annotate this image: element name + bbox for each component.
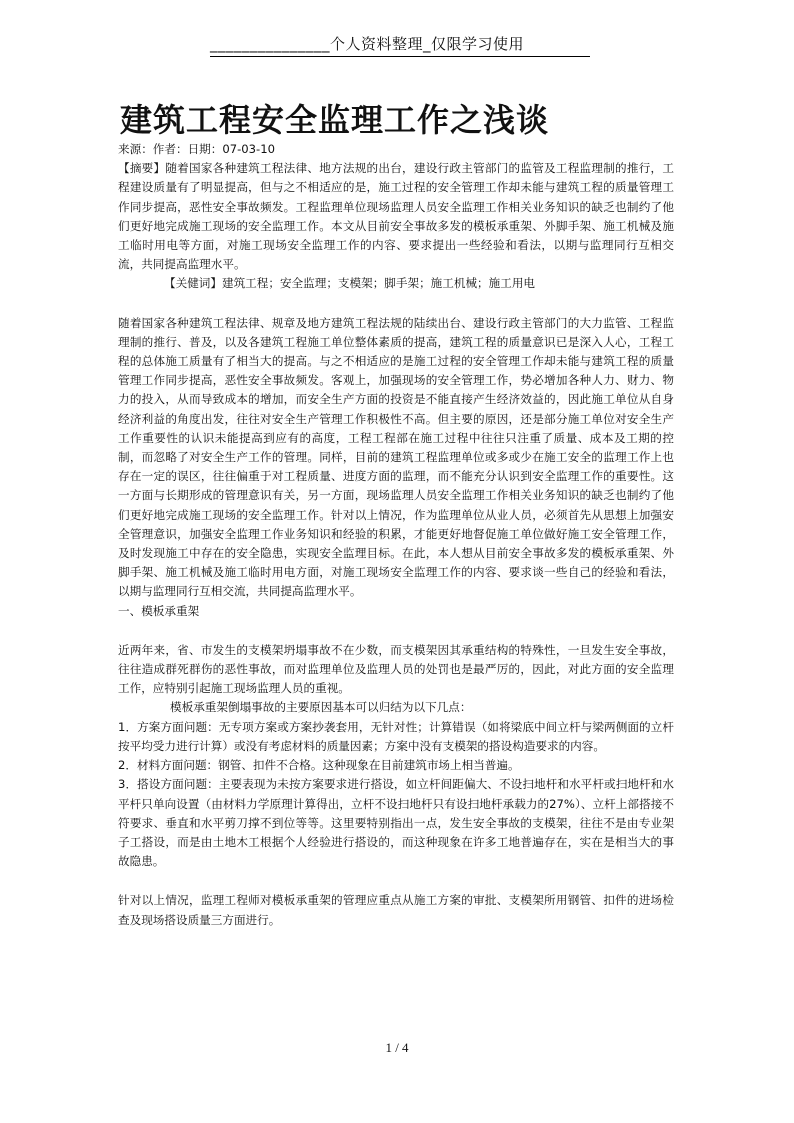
keywords-line: 【关健词】建筑工程；安全监理；支模架；脚手架；施工机械；施工用电	[164, 276, 536, 291]
section-heading: 一、模板承重架	[118, 603, 200, 618]
body-paragraph: 近两年来，省、市发生的支模架坍塌事故不在少数，而支模架因其承重结构的特殊性，一旦发生安全事故，往往造成群死群伤的恶性事故，而对监理单位及监理人员的处罚也是最严厉的，因此，对此方面的安全监理工作，应特别引起施工现场监理人员的重视。	[118, 642, 674, 696]
document-title: 建筑工程安全监理工作之浅谈	[120, 101, 550, 139]
page-header: _______________个人资料整理_仅限学习使用	[210, 34, 590, 57]
list-item: 1．方案方面问题：无专项方案或方案抄袭套用，无针对性；计算错误（如将梁底中间立杆与梁两侧面的立杆按平均受力进行计算）或没有考虑材料的质量因素；方案中没有支模架的搭设构造要求的内容。	[118, 719, 674, 753]
spacer	[118, 621, 674, 641]
abstract-paragraph: 【摘要】随着国家各种建筑工程法律、地方法规的出台，建设行政主管部门的监管及工程监理制的推行，工程建设质量有了明显提高，但与之不相适应的是，施工过程的安全管理工作却未能与建筑工程的质量管理工作同步提高，恶性安全事故频发。工程监理单位现场监理人员安全监理工作相关业务知识的缺乏也制约了他们更好地完成施工现场的安全监理工作。本文从目前安全事故多发的模板承重架、外脚手架、施工机械及施工临时用电等方面，对施工现场安全监理工作的内容、要求提出一些经验和看法，以期与监理同行互相交流，共同提高监理水平。	[118, 161, 674, 272]
meta-line: 来源：作者：日期：07-03-10	[118, 142, 275, 156]
list-item: 2．材料方面问题：钢管、扣件不合格。这种现象在目前建筑市场上相当普遍。	[118, 758, 520, 773]
spacer	[118, 294, 674, 314]
document-body	[118, 140, 674, 930]
body-paragraph: 针对以上情况，监理工程师对模板承重架的管理应重点从施工方案的审批、支模架所用钢管、扣件的进场检查及现场搭设质量三方面进行。	[118, 893, 674, 927]
page-number: 1 / 4	[385, 1040, 409, 1055]
body-paragraph: 模板承重架倒塌事故的主要原因基本可以归结为以下几点：	[170, 700, 472, 715]
intro-paragraph: 随着国家各种建筑工程法律、规章及地方建筑工程法规的陆续出台、建设行政主管部门的大力监管、工程监理制的推行、普及，以及各建筑工程施工单位整体素质的提高，建筑工程的质量意识已是深入人心，工程工程的总体施工质量有了相当大的提高。与之不相适应的是施工过程的安全管理工作却未能与建筑工程的质量管理工作同步提高，恶性安全事故频发。客观上，加强现场的安全管理工作，势必增加各种人力、财力、物力的投入，从而导致成本的增加，而安全生产方面的投资是不能直接产生经济效益的，因此施工单位从自身经济利益的角度出发，往往对安全生产管理工作积极性不高。但主要的原因，还是部分施工单位对安全生产工作重要性的认识未能提高到应有的高度，工程工程部在施工过程中往往只注重了质量、成本及工期的控制，而忽略了对安全生产工作的管理。同样，目前的建筑工程监理单位或多或少在施工安全的监理工作上也存在一定的误区，往往偏重于对工程质量、进度方面的监理，而不能充分认识到安全监理工作的重要性。这一方面与长期形成的管理意识有关，另一方面，现场监理人员安全监理工作相关业务知识的缺乏也制约了他们更好地完成施工现场的安全监理工作。针对以上情况，作为监理单位从业人员，必须首先从思想上加强安全管理意识，加强安全监理工作业务知识和经验的积累，才能更好地督促施工单位做好施工安全管理工作，及时发现施工中存在的安全隐患，实现安全监理目标。在此，本人想从目前安全事故多发的模板承重架、外脚手架、施工机械及施工临时用电方面，对施工现场安全监理工作的内容、要求谈一些自己的经验和看法，以期与监理同行互相交流，共同提高监理水平。	[118, 315, 674, 599]
spacer	[118, 871, 674, 891]
list-item: 3．搭设方面问题：主要表现为未按方案要求进行搭设，如立杆间距偏大、不设扫地杆和水平杆或扫地杆和水平杆只单向设置（由材料力学原理计算得出，立杆不设扫地杆只有设扫地杆承载力的27%）、立杆上部搭接不符要求、垂直和水平剪刀撑不到位等等。这里要特别指出一点，发生安全事故的支模架，往往不是由专业架子工搭设，而是由土地木工根据个人经验进行搭设的，而这种现象在许多工地普遍存在，实在是相当大的事故隐患。	[118, 777, 674, 869]
